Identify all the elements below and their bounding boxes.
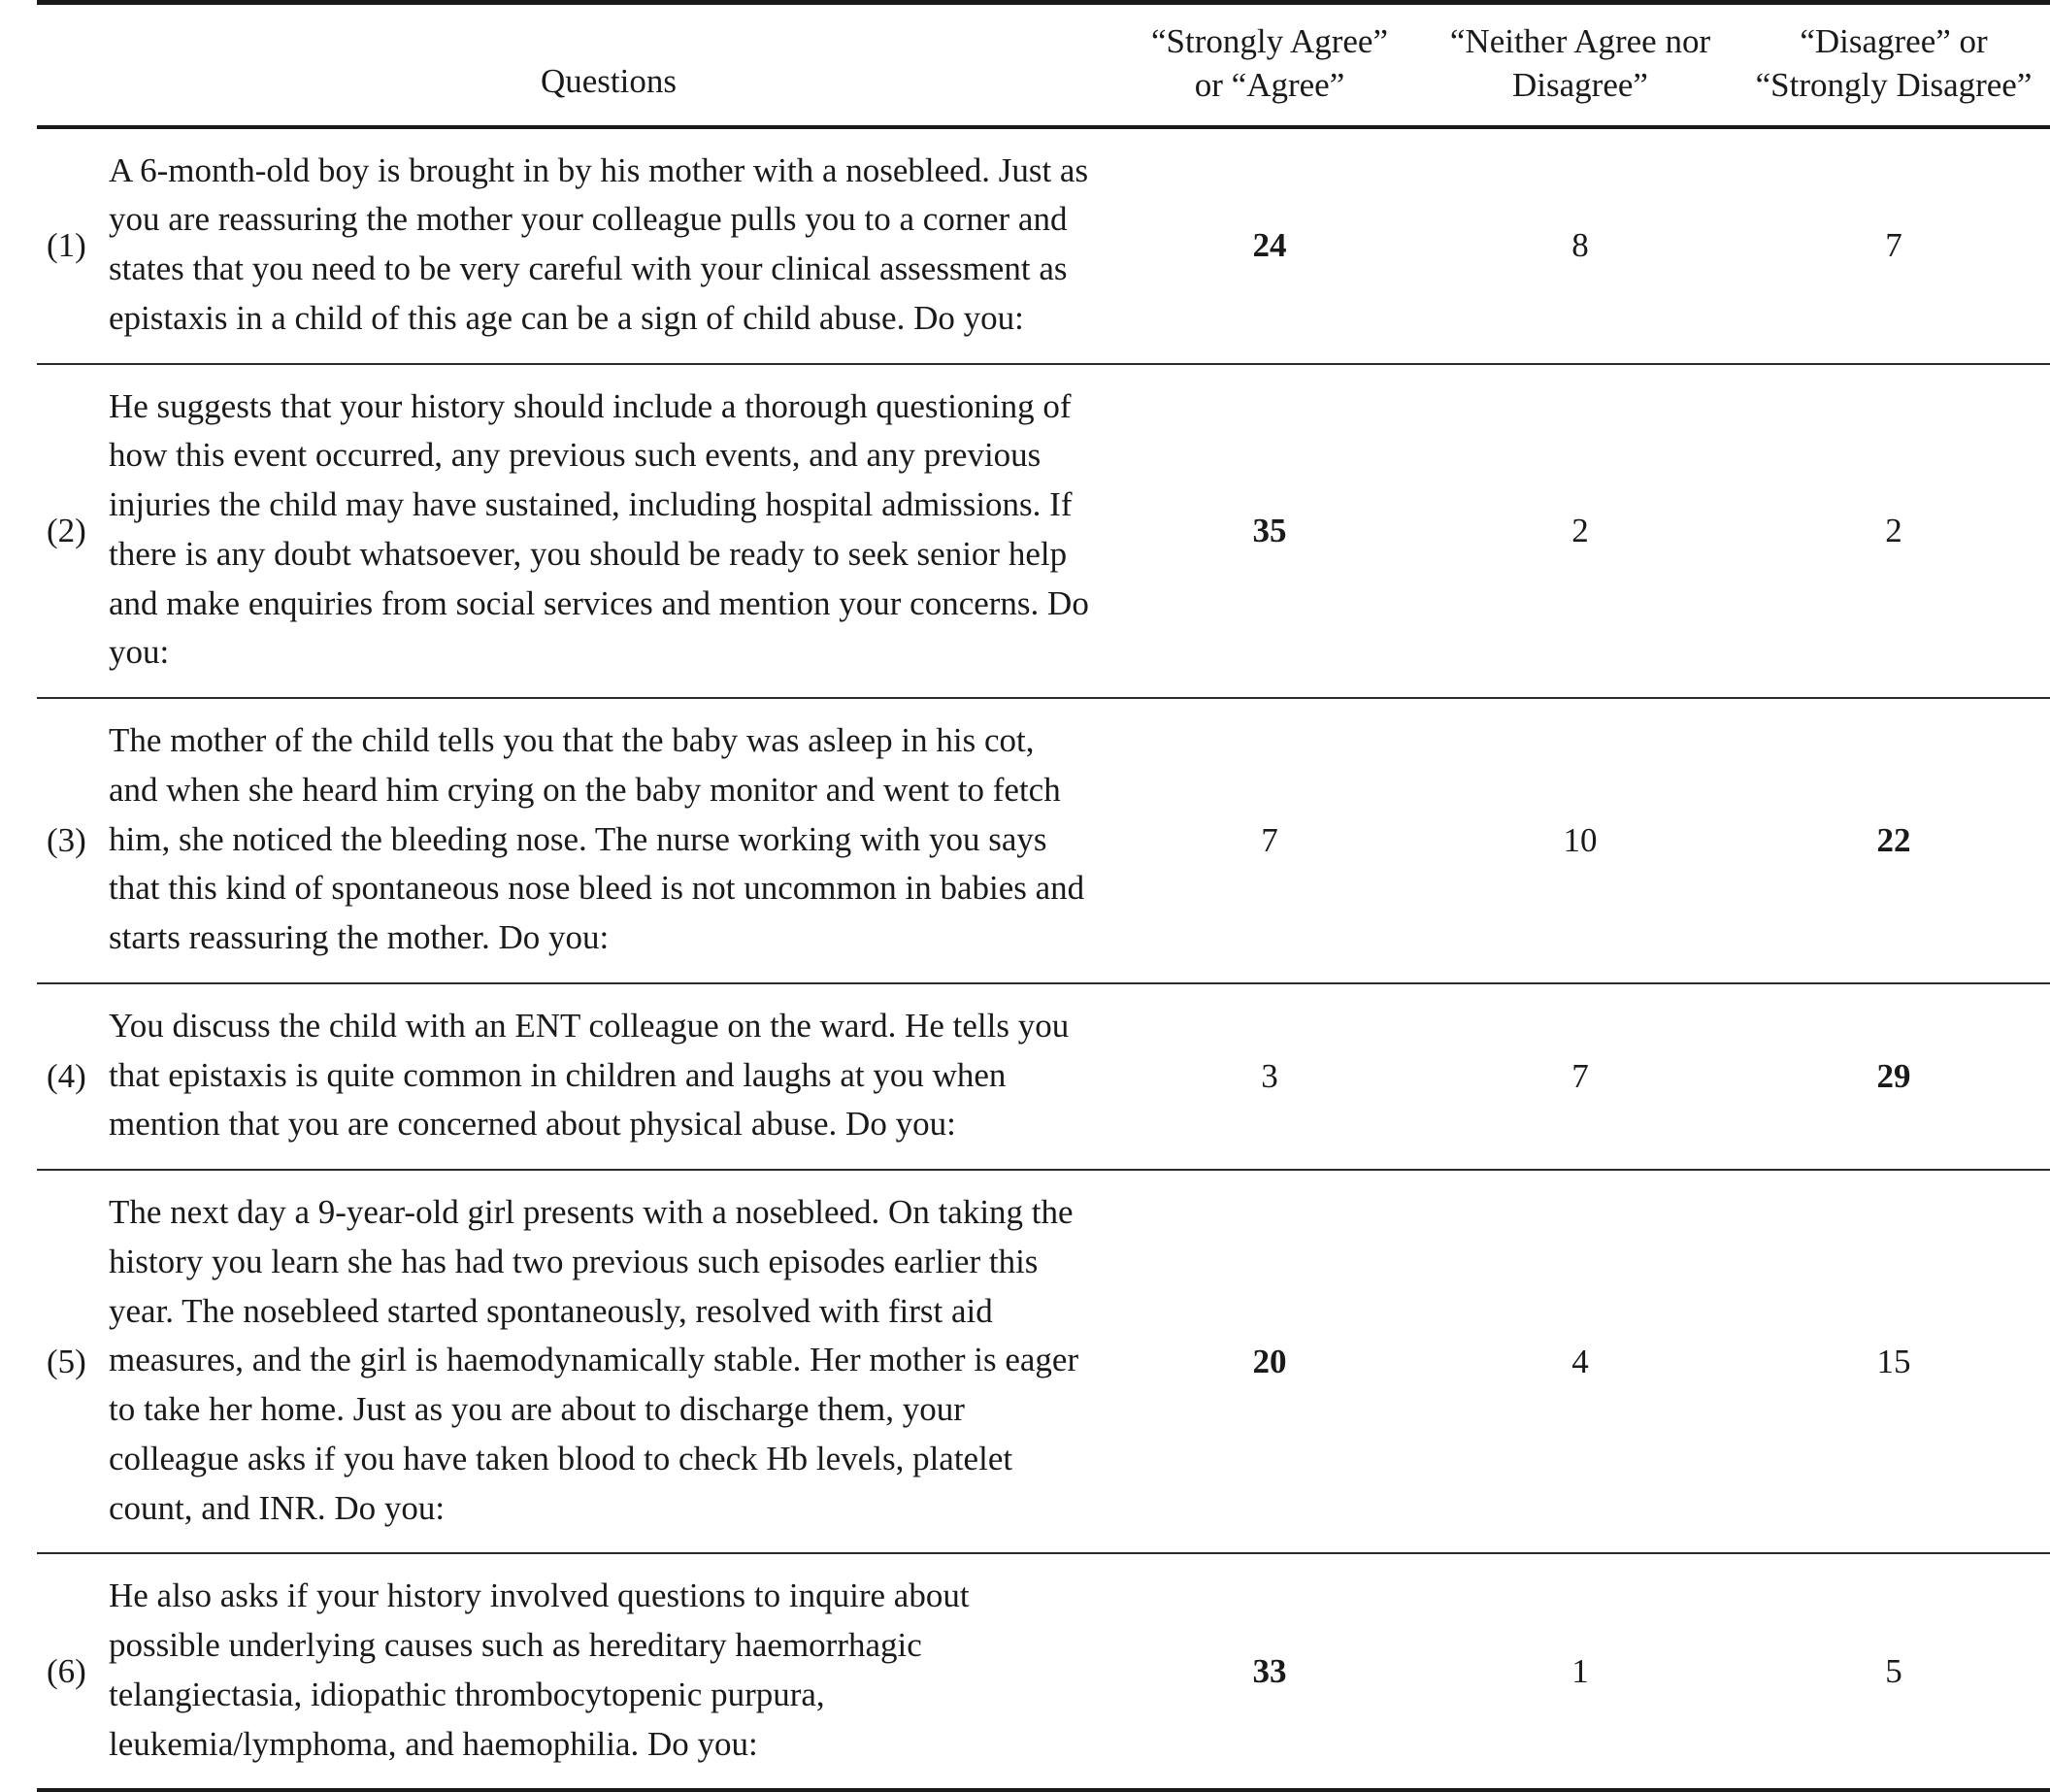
column-header-neutral-line2: Disagree” [1512, 65, 1648, 104]
question-text: He suggests that your history should include a thorough questioning of how this event occurred, any previous such events, and any previous injuries the child may have sustained, including hospital admissions. If there is any doubt whatsoever, you should be ready to seek senior help and make enquiries from social services and mention your concerns. Do you: [103, 364, 1114, 699]
cell-agree-count: 33 [1114, 1553, 1425, 1790]
table-row [37, 1553, 2050, 1790]
row-index: (2) [37, 364, 103, 699]
data-table [37, 0, 2050, 1792]
cell-disagree-count: 7 [1736, 127, 2050, 364]
row-index: (1) [37, 127, 103, 364]
table-row [37, 1170, 2050, 1553]
table-row [37, 983, 2050, 1170]
cell-neutral-count: 8 [1425, 127, 1736, 364]
row-index: (4) [37, 983, 103, 1170]
cell-disagree-count: 22 [1736, 698, 2050, 983]
cell-neutral-count: 2 [1425, 364, 1736, 699]
table-body [37, 127, 2050, 1791]
column-header-questions: Questions [103, 5, 1114, 127]
question-text: The mother of the child tells you that the baby was asleep in his cot, and when she heard him crying on the baby monitor and went to fetch him, she noticed the bleeding nose. The nurse working with you says that this kind of spontaneous nose bleed is not uncommon in babies and starts reassuring the mother. Do you: [103, 698, 1114, 983]
cell-neutral-count: 1 [1425, 1553, 1736, 1790]
column-header-index [37, 5, 103, 127]
cell-disagree-count: 29 [1736, 983, 2050, 1170]
cell-agree-count: 24 [1114, 127, 1425, 364]
cell-disagree-count: 15 [1736, 1170, 2050, 1553]
table-row [37, 364, 2050, 699]
question-text: He also asks if your history involved questions to inquire about possible underlying causes such as hereditary haemorrhagic telangiectasia, idiopathic thrombocytopenic purpura, leukemia/lymphoma, and haemophilia. Do you: [103, 1553, 1114, 1790]
row-index: (3) [37, 698, 103, 983]
table-row [37, 127, 2050, 364]
question-text: You discuss the child with an ENT colleague on the ward. He tells you that epistaxis is quite common in children and laughs at you when mention that you are concerned about physical abuse. Do you: [103, 983, 1114, 1170]
column-header-agree-line2: or “Agree” [1194, 65, 1345, 104]
column-header-agree [1114, 5, 1425, 127]
column-header-agree-line1: “Strongly Agree” [1151, 22, 1388, 60]
column-header-disagree-line2: “Strongly Disagree” [1755, 65, 2033, 104]
column-header-neutral-line1: “Neither Agree nor [1449, 22, 1711, 60]
row-index: (6) [37, 1553, 103, 1790]
cell-disagree-count: 2 [1736, 364, 2050, 699]
column-header-disagree [1736, 5, 2050, 127]
cell-neutral-count: 10 [1425, 698, 1736, 983]
question-text: A 6-month-old boy is brought in by his mother with a nosebleed. Just as you are reassuring the mother your colleague pulls you to a corner and states that you need to be very careful with your clinical assessment as epistaxis in a child of this age can be a sign of child abuse. Do you: [103, 127, 1114, 364]
column-header-neutral [1425, 5, 1736, 127]
cell-neutral-count: 7 [1425, 983, 1736, 1170]
cell-agree-count: 7 [1114, 698, 1425, 983]
cell-agree-count: 20 [1114, 1170, 1425, 1553]
row-index: (5) [37, 1170, 103, 1553]
column-header-disagree-line1: “Disagree” or [1800, 22, 1988, 60]
cell-disagree-count: 5 [1736, 1553, 2050, 1790]
cell-agree-count: 3 [1114, 983, 1425, 1170]
cell-agree-count: 35 [1114, 364, 1425, 699]
question-text: The next day a 9-year-old girl presents with a nosebleed. On taking the history you learn she has had two previous such episodes earlier this year. The nosebleed started spontaneously, resolved with first aid measures, and the girl is haemodynamically stable. Her mother is eager to take her home. Just as you are about to discharge them, your colleague asks if you have taken blood to check Hb levels, platelet count, and INR. Do you: [103, 1170, 1114, 1553]
table-header [37, 3, 2050, 127]
header-row [37, 5, 2050, 127]
table-row [37, 698, 2050, 983]
cell-neutral-count: 4 [1425, 1170, 1736, 1553]
